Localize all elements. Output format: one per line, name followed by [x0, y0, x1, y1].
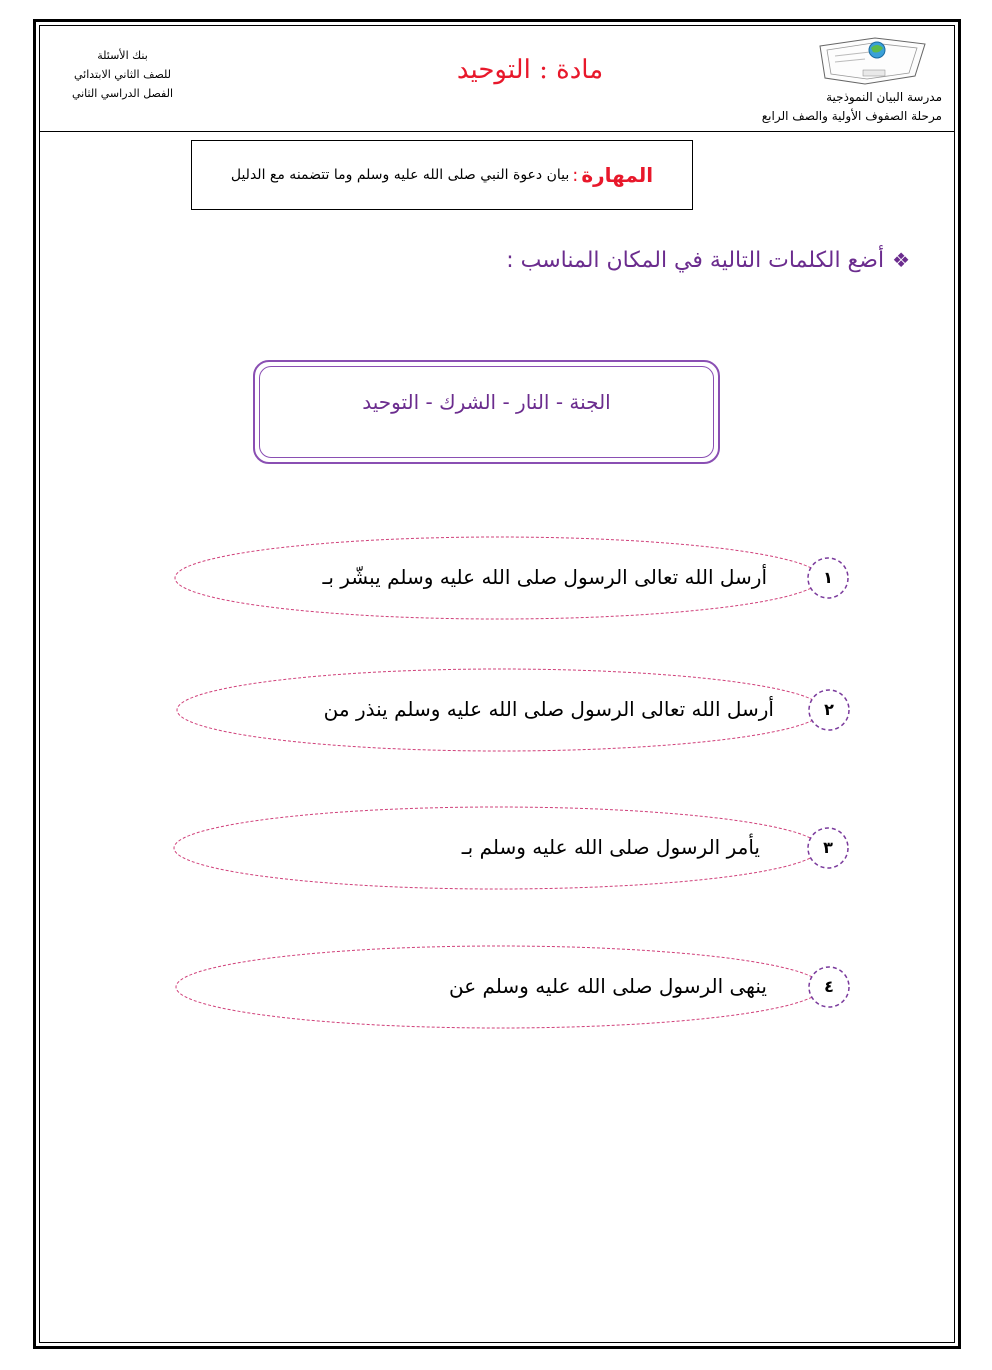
question-text-3: يأمر الرسول صلى الله عليه وسلم بـ	[461, 835, 760, 859]
question-bank-label: بنك الأسئلة	[97, 49, 148, 62]
school-stage: مرحلة الصفوف الأولية والصف الرابع	[761, 109, 942, 123]
subject-title: مادة : التوحيد	[456, 55, 604, 85]
skill-label: المهارة	[581, 163, 654, 187]
question-text-2: أرسل الله تعالى الرسول صلى الله عليه وسلم ينذر من	[323, 697, 774, 721]
question-text-1: أرسل الله تعالى الرسول صلى الله عليه وسلم يبشّر بـ	[322, 565, 767, 589]
question-number-1: ١	[823, 568, 833, 587]
school-name: مدرسة البيان النموذجية	[826, 90, 942, 104]
instruction-text: أضع الكلمات التالية في المكان المناسب :	[506, 248, 885, 273]
skill-colon: :	[572, 164, 579, 186]
word-bank-words: الجنة - النار - الشرك - التوحيد	[362, 390, 611, 414]
diamond-bullet-icon: ❖	[892, 248, 910, 272]
question-number-3: ٣	[823, 838, 833, 857]
question-number-2: ٢	[824, 700, 834, 719]
question-number-4: ٤	[824, 977, 834, 996]
grade-label: للصف الثاني الابتدائي	[74, 68, 171, 81]
semester-label: الفصل الدراسي الثاني	[71, 87, 174, 100]
question-text-4: ينهى الرسول صلى الله عليه وسلم عن	[448, 974, 767, 998]
skill-text: بيان دعوة النبي صلى الله عليه وسلم وما تتضمنه مع الدليل	[230, 167, 570, 183]
